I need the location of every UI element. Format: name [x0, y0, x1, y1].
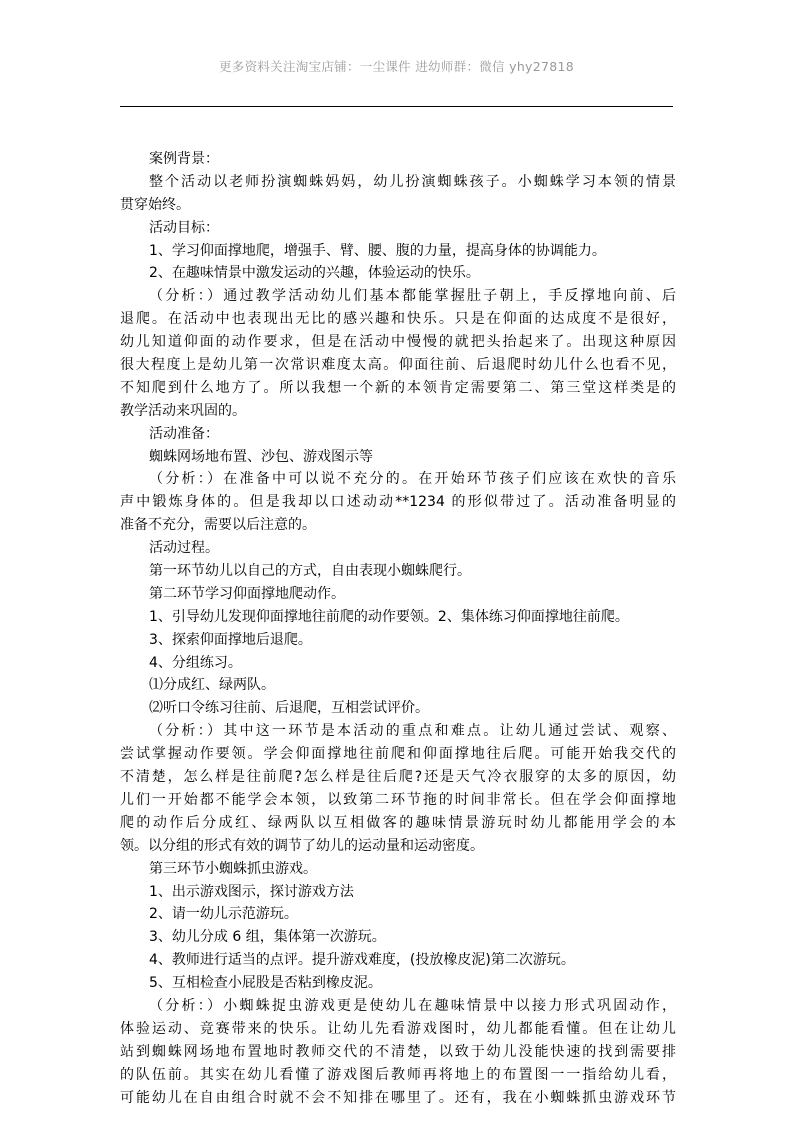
text-line: 很大程度上是幼儿第一次常识难度太高。仰面往前、后退爬时幼儿什么也看不见，: [120, 357, 676, 374]
text-line: 尝试掌握动作要领。学会仰面撑地往前爬和仰面撑地往后爬。可能开始我交代的: [120, 746, 676, 763]
text-line: 儿们一开始都不能学会本领，以致第二环节拖的时间非常长。但在学会仰面撑地: [120, 791, 676, 808]
text-line: 可能幼儿在自由组合时就不会不知排在哪里了。还有，我在小蜘蛛抓虫游戏环节: [120, 1089, 676, 1106]
text-line: 领。以分组的形式有效的调节了幼儿的运动量和运动密度。: [120, 837, 484, 854]
text-line: 不知爬到什么地方了。所以我想一个新的本领肯定需要第二、第三堂这样类是的: [120, 379, 676, 396]
text-line: 蜘蛛网场地布置、沙包、游戏图示等: [149, 448, 373, 465]
text-line: （分析：）在准备中可以说不充分的。在开始环节孩子们应该在欢快的音乐: [149, 471, 676, 488]
text-line: 不清楚，怎么样是往前爬?怎么样是往后爬?还是天气冷衣服穿的太多的原因，幼: [120, 769, 676, 786]
text-line: （分析：）通过教学活动幼儿们基本都能掌握肚子朝上，手反撑地向前、后: [149, 288, 676, 305]
text-line: 3、幼儿分成 6 组，集体第一次游玩。: [149, 929, 386, 946]
text-line: 案例背景：: [149, 151, 219, 167]
text-line: 第一环节幼儿以自己的方式，自由表现小蜘蛛爬行。: [149, 563, 471, 580]
text-line: 1、出示游戏图示，探讨游戏方法: [149, 883, 354, 900]
text-line: 体验运动、竞赛带来的快乐。让幼儿先看游戏图时，幼儿都能看懂。但在让幼儿: [120, 1020, 676, 1037]
text-line: ⑵听口令练习往前、后退爬，互相尝试评价。: [149, 700, 429, 717]
text-line: 教学活动来巩固的。: [120, 402, 246, 419]
text-line: 5、互相检查小屁股是否粘到橡皮泥。: [149, 975, 382, 992]
text-line: 活动目标：: [149, 219, 219, 236]
page-header-watermark: 更多资料关注淘宝店铺：一尘课件 进幼师群：微信 yhy27818: [218, 59, 575, 74]
text-line: 4、教师进行适当的点评。提升游戏难度，(投放橡皮泥)第二次游玩。: [149, 952, 575, 969]
text-line: 4、分组练习。: [149, 654, 242, 671]
text-line: （分析：）小蜘蛛捉虫游戏更是使幼儿在趣味情景中以接力形式巩固动作，: [149, 997, 676, 1014]
text-line: 2、请一幼儿示范游玩。: [149, 906, 298, 923]
text-line: ⑴分成红、绿两队。: [149, 677, 275, 694]
header-divider: [120, 106, 673, 107]
text-line: 贯穿始终。: [120, 196, 190, 213]
text-line: 第二环节学习仰面撑地爬动作。: [149, 585, 345, 602]
text-line: 站到蜘蛛网场地布置地时教师交代的不清楚，以致于幼儿没能快速的找到需要排: [120, 1043, 676, 1060]
text-line: 幼儿知道仰面的动作要求，但是在活动中慢慢的就把头抬起来了。出现这种原因: [120, 334, 676, 351]
text-line: 的队伍前。其实在幼儿看懂了游戏图后教师再将地上的布置图一一指给幼儿看，: [120, 1066, 676, 1083]
text-line: 第三环节小蜘蛛抓虫游戏。: [149, 860, 317, 877]
text-line: 整个活动以老师扮演蜘蛛妈妈，幼儿扮演蜘蛛孩子。小蜘蛛学习本领的情景: [149, 173, 676, 190]
text-line: 3、探索仰面撑地后退爬。: [149, 631, 312, 648]
text-line: （分析：）其中这一环节是本活动的重点和难点。让幼儿通过尝试、观察、: [149, 723, 676, 740]
text-line: 2、在趣味情景中激发运动的兴趣，体验运动的快乐。: [149, 265, 480, 282]
text-line: 1、引导幼儿发现仰面撑地往前爬的动作要领。2、集体练习仰面撑地往前爬。: [149, 608, 629, 625]
text-line: 1、学习仰面撑地爬，增强手、臂、腰、腹的力量，提高身体的协调能力。: [149, 242, 606, 259]
text-line: 活动准备：: [149, 425, 219, 442]
text-line: 退爬。在活动中也表现出无比的感兴趣和快乐。只是在仰面的达成度不是很好，: [120, 311, 676, 328]
text-line: 准备不充分，需要以后注意的。: [120, 517, 316, 534]
text-line: 活动过程。: [149, 540, 219, 557]
text-line: 爬的动作后分成红、绿两队以互相做客的趣味情景游玩时幼儿都能用学会的本: [120, 814, 676, 831]
document-body: [120, 148, 676, 1109]
text-line: 声中锻炼身体的。但是我却以口述动动**1234 的形似带过了。活动准备明显的: [120, 494, 676, 511]
